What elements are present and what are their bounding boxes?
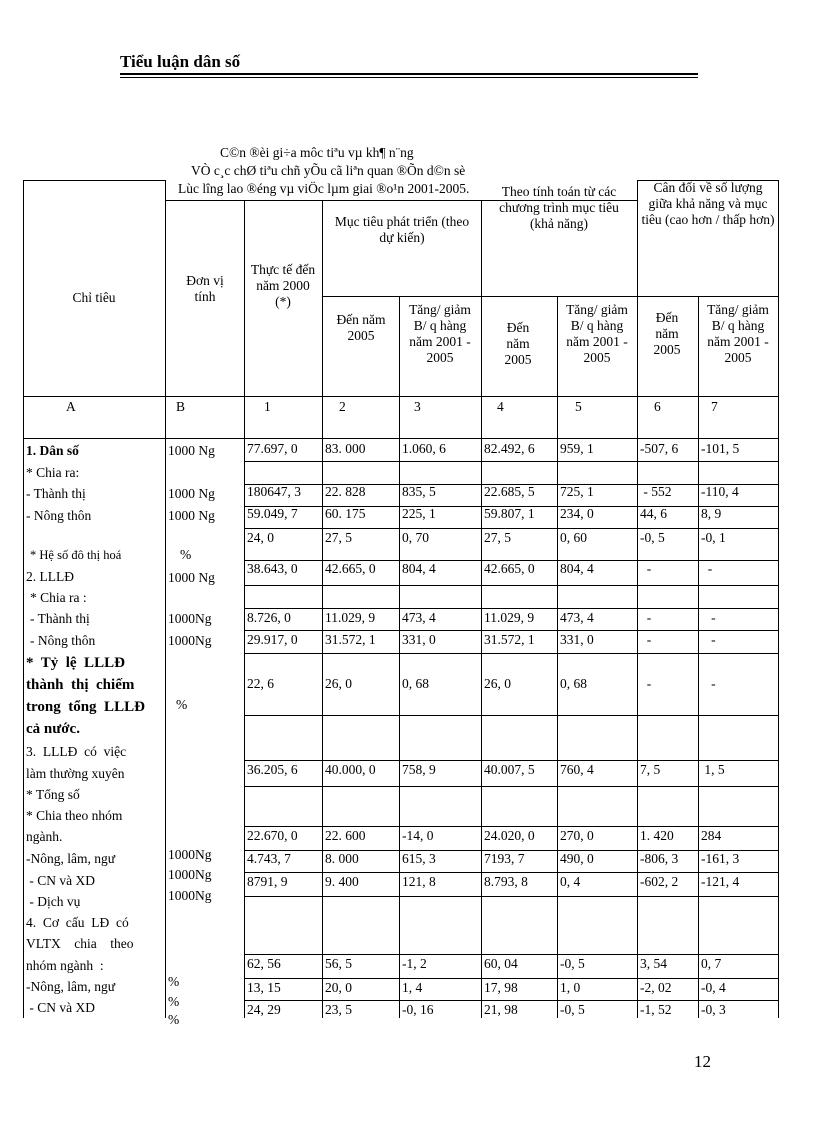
table-cell: -0, 5 bbox=[640, 530, 665, 545]
row-label-ty-le-2: thành thị chiếm bbox=[26, 677, 135, 693]
row-label-co-cau-3: nhóm ngành : bbox=[26, 958, 104, 973]
table-cell: 23, 5 bbox=[325, 1002, 352, 1017]
table-cell: 40.000, 0 bbox=[325, 762, 376, 777]
table-cell: 13, 15 bbox=[247, 980, 281, 995]
table-cell: 270, 0 bbox=[560, 828, 594, 843]
table-cell: 0, 68 bbox=[402, 676, 429, 691]
table-cell: 835, 5 bbox=[402, 484, 436, 499]
table-cell: 17, 98 bbox=[484, 980, 518, 995]
table-cell: 1. 420 bbox=[640, 828, 674, 843]
table-cell: -507, 6 bbox=[640, 441, 679, 456]
table-cell: -1, 52 bbox=[640, 1002, 672, 1017]
header-rule-thin bbox=[120, 77, 698, 78]
table-cell: 0, 7 bbox=[701, 956, 722, 971]
table-cell: 725, 1 bbox=[560, 484, 594, 499]
row-label-co-viec-1: 3. LLLĐ có việc bbox=[26, 744, 127, 759]
table-cell: 22.685, 5 bbox=[484, 484, 535, 499]
col-code-2: 2 bbox=[339, 399, 346, 414]
table-cell: - bbox=[701, 610, 716, 625]
table-cell: 3, 54 bbox=[640, 956, 667, 971]
row-label-chia-nhom-2: ngành. bbox=[26, 829, 63, 844]
table-cell: - bbox=[640, 632, 652, 647]
table-cell: 473, 4 bbox=[402, 610, 436, 625]
table-cell: 20, 0 bbox=[325, 980, 352, 995]
table-cell: -101, 5 bbox=[701, 441, 740, 456]
table-cell: 760, 4 bbox=[560, 762, 594, 777]
col-code-4: 4 bbox=[497, 399, 504, 414]
row-label-nong-lam-2: -Nông, lâm, ngư bbox=[26, 979, 116, 994]
table-cell: 331, 0 bbox=[402, 632, 436, 647]
col-code-5: 5 bbox=[575, 399, 582, 414]
table-cell: -0, 4 bbox=[701, 980, 726, 995]
table-cell: 9. 400 bbox=[325, 874, 359, 889]
table-cell: 22. 600 bbox=[325, 828, 366, 843]
row-label-ty-le-1: * Tỷ lệ LLLĐ bbox=[26, 655, 125, 671]
page-number: 12 bbox=[694, 1052, 711, 1071]
row-label-ty-le-4: cả nước. bbox=[26, 721, 80, 737]
unit-nong-thon-2: 1000Ng bbox=[168, 633, 212, 648]
row-label-dan-so: 1. Dân số bbox=[26, 443, 79, 458]
header-theo-tinh-text: Theo tính toán từ các chương trình mục tiêu (khả năng) bbox=[499, 184, 619, 231]
table-cell: 24, 29 bbox=[247, 1002, 281, 1017]
header-tang-giam-3: Tăng/ giảm B/ q hàng năm 2001 - 2005 bbox=[409, 302, 471, 365]
table-cell: 8, 9 bbox=[701, 506, 722, 521]
table-cell: 180647, 3 bbox=[247, 484, 301, 499]
unit-nong-thon: 1000 Ng bbox=[168, 508, 215, 523]
table-cell: -1, 2 bbox=[402, 956, 427, 971]
table-cell: 0, 60 bbox=[560, 530, 587, 545]
row-label-thanh-thi-2: - Thành thị bbox=[30, 611, 90, 626]
table-cell: 42.665, 0 bbox=[325, 561, 376, 576]
table-cell: 24.020, 0 bbox=[484, 828, 535, 843]
table-cell: - bbox=[640, 676, 652, 691]
table-cell: 8. 000 bbox=[325, 851, 359, 866]
header-tang-giam-7: Tăng/ giảm B/ q hàng năm 2001 - 2005 bbox=[707, 302, 769, 365]
table-cell: -0, 16 bbox=[402, 1002, 434, 1017]
table-cell: 21, 98 bbox=[484, 1002, 518, 1017]
header-chi-tieu: Chỉ tiêu bbox=[72, 290, 116, 305]
document-title: Tiểu luận dân số bbox=[120, 52, 241, 71]
table-cell: 4.743, 7 bbox=[247, 851, 291, 866]
table-cell: 27, 5 bbox=[325, 530, 352, 545]
row-label-nong-lam: -Nông, lâm, ngư bbox=[26, 851, 116, 866]
table-cell: 490, 0 bbox=[560, 851, 594, 866]
row-label-chia-ra: * Chia ra: bbox=[26, 465, 80, 480]
row-label-dich-vu: - Dịch vụ bbox=[26, 894, 81, 909]
table-cell: 758, 9 bbox=[402, 762, 436, 777]
table-cell: 40.007, 5 bbox=[484, 762, 535, 777]
table-cell: -161, 3 bbox=[701, 851, 740, 866]
table-cell: 804, 4 bbox=[402, 561, 436, 576]
unit-ty-le: % bbox=[176, 697, 188, 712]
table-cell: 22.670, 0 bbox=[247, 828, 298, 843]
row-label-chia-nhom-1: * Chia theo nhóm bbox=[26, 808, 123, 823]
header-muc-tieu: Mục tiêu phát triển (theo dự kiến) bbox=[334, 214, 470, 245]
table-cell: - bbox=[701, 561, 713, 576]
col-code-a: A bbox=[66, 399, 76, 414]
row-label-he-so: * Hệ số đô thị hoá bbox=[30, 548, 122, 562]
table-cell: -2, 02 bbox=[640, 980, 672, 995]
header-den-nam-4: Đến năm 2005 bbox=[504, 320, 532, 367]
unit-ng-2: 1000Ng bbox=[168, 867, 212, 882]
col-code-7: 7 bbox=[711, 399, 718, 414]
row-label-nong-thon-2: - Nông thôn bbox=[30, 633, 96, 648]
unit-thanh-thi: 1000 Ng bbox=[168, 486, 215, 501]
table-cell: 22, 6 bbox=[247, 676, 274, 691]
table-cell: - bbox=[640, 610, 652, 625]
table-cell: -0, 1 bbox=[701, 530, 726, 545]
caption-line-2: VÒ c¸c chØ tiªu chñ yÕu cã liªn quan ®Õn d©n sè bbox=[191, 163, 466, 178]
table-cell: -121, 4 bbox=[701, 874, 740, 889]
row-label-cn-xd: - CN và XD bbox=[26, 873, 95, 888]
table-cell: 82.492, 6 bbox=[484, 441, 535, 456]
table-cell: 44, 6 bbox=[640, 506, 667, 521]
row-label-tong-so: * Tổng số bbox=[26, 787, 80, 802]
row-label-nong-thon: - Nông thôn bbox=[26, 508, 92, 523]
table-cell: -0, 5 bbox=[560, 1002, 585, 1017]
table-cell: 22. 828 bbox=[325, 484, 366, 499]
table-cell: 31.572, 1 bbox=[484, 632, 535, 647]
table-cell: 8791, 9 bbox=[247, 874, 288, 889]
table-cell: 7, 5 bbox=[640, 762, 661, 777]
table-cell: 77.697, 0 bbox=[247, 441, 298, 456]
row-label-co-cau-2: VLTX chia theo bbox=[26, 936, 134, 951]
table-cell: 234, 0 bbox=[560, 506, 594, 521]
header-rule bbox=[120, 73, 698, 75]
row-label-cn-xd-2: - CN và XD bbox=[26, 1000, 95, 1015]
table-cell: 0, 70 bbox=[402, 530, 429, 545]
table-cell: -602, 2 bbox=[640, 874, 679, 889]
unit-llld: 1000 Ng bbox=[168, 570, 215, 585]
table-cell: 59.807, 1 bbox=[484, 506, 535, 521]
table-cell: 8.726, 0 bbox=[247, 610, 291, 625]
table-cell: - bbox=[640, 561, 652, 576]
table-cell: 1, 0 bbox=[560, 980, 581, 995]
col-code-3: 3 bbox=[414, 399, 421, 414]
header-theo-tinh bbox=[486, 184, 632, 280]
col-code-b: B bbox=[176, 399, 186, 414]
table-cell: 83. 000 bbox=[325, 441, 366, 456]
table-cell: - 552 bbox=[640, 484, 672, 499]
table-cell: 31.572, 1 bbox=[325, 632, 376, 647]
table-cell: 1, 5 bbox=[701, 762, 725, 777]
caption-line-1: C©n ®èi gi÷a môc tiªu vµ kh¶ n¨ng bbox=[220, 145, 414, 160]
table-cell: 26, 0 bbox=[325, 676, 352, 691]
table-cell: 804, 4 bbox=[560, 561, 594, 576]
table-cell: -14, 0 bbox=[402, 828, 434, 843]
table-cell: 1, 4 bbox=[402, 980, 423, 995]
header-tang-giam-5: Tăng/ giảm B/ q hàng năm 2001 - 2005 bbox=[566, 302, 628, 365]
table-cell: -806, 3 bbox=[640, 851, 679, 866]
table-cell: 60, 04 bbox=[484, 956, 518, 971]
table-cell: 62, 56 bbox=[247, 956, 281, 971]
table-cell: 38.643, 0 bbox=[247, 561, 298, 576]
table-cell: 7193, 7 bbox=[484, 851, 525, 866]
col-code-6: 6 bbox=[654, 399, 661, 414]
header-den-nam-2: Đến năm 2005 bbox=[336, 312, 386, 343]
table-cell: 0, 68 bbox=[560, 676, 587, 691]
table-cell: - bbox=[701, 676, 716, 691]
col-code-1: 1 bbox=[264, 399, 271, 414]
table-cell: 121, 8 bbox=[402, 874, 436, 889]
row-label-co-viec-2: làm thường xuyên bbox=[26, 766, 125, 781]
row-label-chia-ra-2: * Chia ra : bbox=[30, 590, 87, 605]
caption-line-3: Lùc lîng lao ®éng vµ viÖc lµm giai ®o¹n 2001-2005. bbox=[178, 181, 470, 196]
table-cell: 473, 4 bbox=[560, 610, 594, 625]
table-cell: 284 bbox=[701, 828, 722, 843]
header-den-nam-6: Đến năm 2005 bbox=[653, 310, 681, 357]
table-cell: 42.665, 0 bbox=[484, 561, 535, 576]
unit-ng-1: 1000Ng bbox=[168, 847, 212, 862]
row-label-co-cau-1: 4. Cơ cấu LĐ có bbox=[26, 915, 129, 930]
row-label-llld: 2. LLLĐ bbox=[26, 569, 74, 584]
table-cell: 331, 0 bbox=[560, 632, 594, 647]
table-cell: -110, 4 bbox=[701, 484, 739, 499]
table-cell: 959, 1 bbox=[560, 441, 594, 456]
table-cell: 60. 175 bbox=[325, 506, 366, 521]
table-cell: 8.793, 8 bbox=[484, 874, 528, 889]
unit-thanh-thi-2: 1000Ng bbox=[168, 611, 212, 626]
unit-pct-2: % bbox=[168, 994, 180, 1009]
row-label-thanh-thi: - Thành thị bbox=[26, 486, 86, 501]
header-can-doi-text: Cân đối về số lượng giữa khả năng và mục tiêu (cao hơn / thấp hơn) bbox=[641, 180, 775, 227]
unit-pct-3: % bbox=[168, 1012, 180, 1027]
table-cell: 225, 1 bbox=[402, 506, 436, 521]
table-cell: 615, 3 bbox=[402, 851, 436, 866]
table-cell: 11.029, 9 bbox=[484, 610, 535, 625]
row-label-ty-le-3: trong tổng LLLĐ bbox=[26, 699, 145, 715]
table-cell: - bbox=[701, 632, 716, 647]
unit-pct-1: % bbox=[168, 974, 180, 989]
table-cell: 29.917, 0 bbox=[247, 632, 298, 647]
table-cell: 26, 0 bbox=[484, 676, 511, 691]
table-cell: -0, 3 bbox=[701, 1002, 726, 1017]
table-cell: 56, 5 bbox=[325, 956, 352, 971]
header-can-doi bbox=[641, 181, 775, 281]
header-don-vi: Đơn vị tính bbox=[186, 273, 224, 304]
table-cell: 11.029, 9 bbox=[325, 610, 376, 625]
table-cell: 24, 0 bbox=[247, 530, 274, 545]
unit-dan-so: 1000 Ng bbox=[168, 443, 215, 458]
table-cell: 36.205, 6 bbox=[247, 762, 298, 777]
unit-ng-3: 1000Ng bbox=[168, 888, 212, 903]
table-cell: 1.060, 6 bbox=[402, 441, 446, 456]
header-thuc-te: Thực tế đến năm 2000 (*) bbox=[250, 262, 316, 309]
table-cell: 27, 5 bbox=[484, 530, 511, 545]
unit-he-so: % bbox=[180, 547, 192, 562]
table-cell: 0, 4 bbox=[560, 874, 581, 889]
table-cell: 59.049, 7 bbox=[247, 506, 298, 521]
table-cell: -0, 5 bbox=[560, 956, 585, 971]
